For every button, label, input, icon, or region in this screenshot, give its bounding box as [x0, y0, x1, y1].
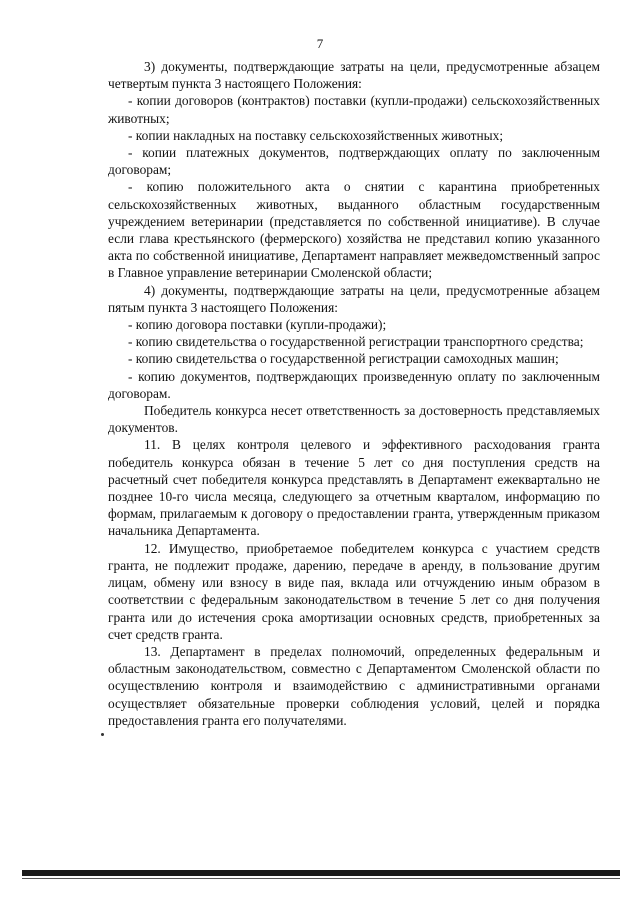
document-body	[108, 58, 600, 729]
paragraph: - копию договора поставки (купли-продажи);	[128, 317, 387, 333]
paragraph: Победитель конкурса несет ответственность за достоверность представляемых документов.	[108, 403, 600, 436]
paragraph: - копии договоров (контрактов) поставки (купли-продажи) сельскохозяйственных животных;	[108, 93, 600, 126]
paragraph: 4) документы, подтверждающие затраты на цели, предусмотренные абзацем пятым пункта 3 настоящего Положения:	[108, 282, 600, 315]
bottom-edge-line	[22, 878, 620, 879]
paragraph: - копию положительного акта о снятии с карантина приобретенных сельскохозяйственных животных, выданного областным государственным учреждением ветеринарии (представляется по собственной инициативе). В случае если глава крестьянского (фермерского) хозяйства не представил копию указанного акта по собственной инициативе, Департамент направляет межведомственный запрос в Главное управление ветеринарии Смоленской области;	[108, 179, 600, 281]
paragraph: 13. Департамент в пределах полномочий, определенных федеральным и областным законодательством, совместно с Департаментом Смоленской области по осуществлению контроля и взаимодействию с административными органами осуществляет обязательные проверки соблюдения условий, целей и порядка предоставления гранта его получателями.	[108, 643, 600, 728]
paragraph: - копии накладных на поставку сельскохозяйственных животных;	[128, 127, 504, 143]
page-number: 7	[316, 36, 324, 51]
paragraph: 11. В целях контроля целевого и эффективного расходования гранта победитель конкурса обязан в течение 5 лет со дня поступления средств на расчетный счет победителя конкурса представлять в Департамент ежеквартально не позднее 10-го числа месяца, следующего за отчетным кварталом, информацию по формам, прилагаемым к договору о предоставлении гранта, утвержденным приказом начальника Департамента.	[108, 437, 600, 539]
paragraph: - копию свидетельства о государственной регистрации транспортного средства;	[128, 334, 584, 350]
paragraph: 3) документы, подтверждающие затраты на цели, предусмотренные абзацем четвертым пункта 3 настоящего Положения:	[108, 59, 600, 92]
paragraph: - копию документов, подтверждающих произведенную оплату по заключенным договорам.	[108, 368, 600, 401]
paragraph: - копии платежных документов, подтверждающих оплату по заключенным договорам;	[108, 145, 600, 178]
stray-dot	[101, 733, 104, 736]
bottom-edge-bar	[22, 870, 620, 876]
paragraph: 12. Имущество, приобретаемое победителем конкурса с участием средств гранта, не подлежит продаже, дарению, передаче в аренду, в пользование другим лицам, обмену или взносу в виде пая, вклада или отчуждению иным образом в соответствии с федеральным законодательством в течение 5 лет со дня получения гранта или до истечения срока амортизации основных средств, приобретенных за счет средств гранта.	[108, 540, 600, 642]
paragraph: - копию свидетельства о государственной регистрации самоходных машин;	[128, 351, 559, 367]
